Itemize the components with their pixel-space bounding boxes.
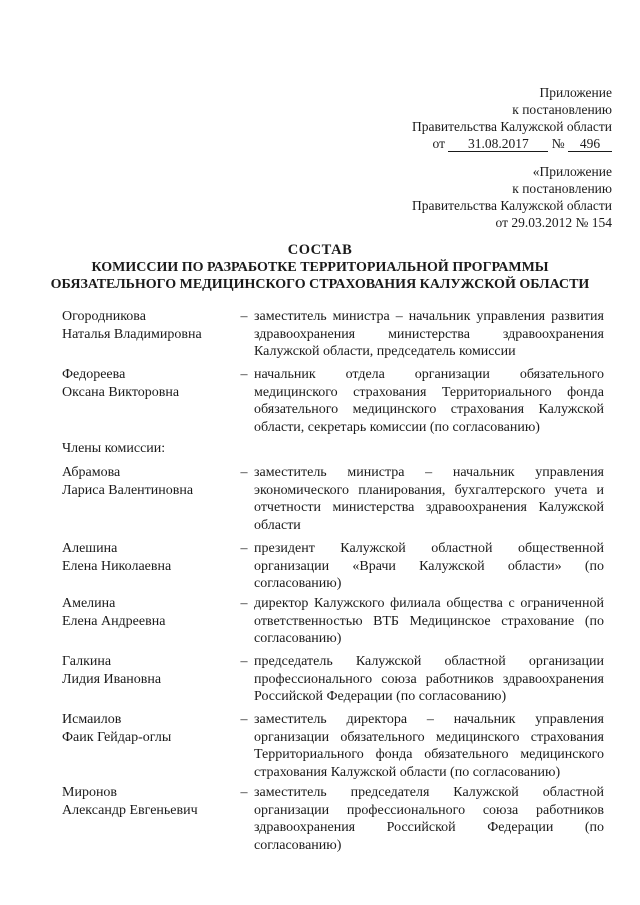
member-surname: Галкина xyxy=(62,654,112,669)
dash-separator: – xyxy=(240,596,248,611)
dash-separator: – xyxy=(240,654,248,669)
member-duty: директор Калужского филиала общества с ограниченной ответственностью ВТБ Медицинское страхование (по согласованию) xyxy=(254,596,604,646)
member-given-names: Наталья Владимировна xyxy=(62,326,202,342)
dash-separator: – xyxy=(240,367,248,382)
from-label: от xyxy=(432,136,445,151)
member-name xyxy=(62,308,232,343)
annex-current-line3: Правительства Калужской области xyxy=(411,119,612,134)
member-name xyxy=(62,464,232,499)
annex-original-line3: Правительства Калужской области xyxy=(411,198,612,213)
member-name xyxy=(62,540,232,575)
member-name xyxy=(62,366,232,401)
annex-original-line2: к постановлению xyxy=(512,181,612,196)
heading-line3: ОБЯЗАТЕЛЬНОГО МЕДИЦИНСКОГО СТРАХОВАНИЯ КАЛУЖСКОЙ ОБЛАСТИ xyxy=(50,277,590,292)
decree-number: 496 xyxy=(568,137,612,152)
member-surname: Амелина xyxy=(62,596,116,611)
member-name xyxy=(62,653,232,688)
member-given-names: Александр Евгеньевич xyxy=(62,802,198,818)
member-given-names: Лидия Ивановна xyxy=(62,671,162,687)
member-name xyxy=(62,711,232,746)
member-given-names: Елена Андреевна xyxy=(62,613,166,629)
annex-original-line1: «Приложение xyxy=(532,164,612,179)
dash-separator: – xyxy=(240,309,248,324)
annex-current xyxy=(412,84,612,152)
member-duty: заместитель министра – начальник управления развития здравоохранения министерства здравоохранения Калужской области, председатель комиссии xyxy=(254,309,604,359)
member-duty: заместитель директора – начальник управления организации обязательного медицинского страхования Территориального фонда обязательного медицинского страхования Калужской области (по согласованию) xyxy=(254,712,604,780)
member-surname: Абрамова xyxy=(62,465,121,480)
heading-line2: КОМИССИИ ПО РАЗРАБОТКЕ ТЕРРИТОРИАЛЬНОЙ ПРОГРАММЫ xyxy=(91,260,549,275)
document-heading xyxy=(0,242,640,293)
member-given-names: Оксана Викторовна xyxy=(62,384,180,400)
annex-original-line4: от 29.03.2012 № 154 xyxy=(495,215,612,230)
member-surname: Алешина xyxy=(62,541,118,556)
member-given-names: Лариса Валентиновна xyxy=(62,482,194,498)
member-surname: Федореева xyxy=(62,367,126,382)
member-duty: заместитель председателя Калужской областной организации профессионального союза работников здравоохранения Российской Федерации (по согласованию) xyxy=(254,785,604,853)
member-given-names: Фаик Гейдар-оглы xyxy=(62,729,172,745)
annex-original xyxy=(412,163,612,231)
member-name xyxy=(62,595,232,630)
decree-date: 31.08.2017 xyxy=(448,137,548,152)
member-duty: начальник отдела организации обязательного медицинского страхования Территориального фонда обязательного медицинского страхования Калужской области, секретарь комиссии (по согласованию) xyxy=(254,367,604,435)
number-label: № xyxy=(551,136,565,151)
dash-separator: – xyxy=(240,785,248,800)
member-given-names: Елена Николаевна xyxy=(62,558,172,574)
member-surname: Огородникова xyxy=(62,309,146,324)
annex-current-line2: к постановлению xyxy=(512,102,612,117)
dash-separator: – xyxy=(240,465,248,480)
members-label: Члены комиссии: xyxy=(62,441,166,456)
member-duty: заместитель министра – начальник управления экономического планирования, бухгалтерского учета и отчетности министерства здравоохранения Калужской области xyxy=(254,465,604,533)
member-surname: Миронов xyxy=(62,785,118,800)
member-duty: президент Калужской областной общественной организации «Врачи Калужской области» (по согласованию) xyxy=(254,541,604,591)
annex-current-date-line xyxy=(412,135,612,152)
dash-separator: – xyxy=(240,541,248,556)
heading-title: СОСТАВ xyxy=(287,242,353,258)
member-name xyxy=(62,784,232,819)
member-duty: председатель Калужской областной организации профессионального союза работников здравоохранения Российской Федерации (по согласованию) xyxy=(254,654,604,704)
dash-separator: – xyxy=(240,712,248,727)
member-surname: Исмаилов xyxy=(62,712,122,727)
annex-current-line1: Приложение xyxy=(539,85,612,100)
